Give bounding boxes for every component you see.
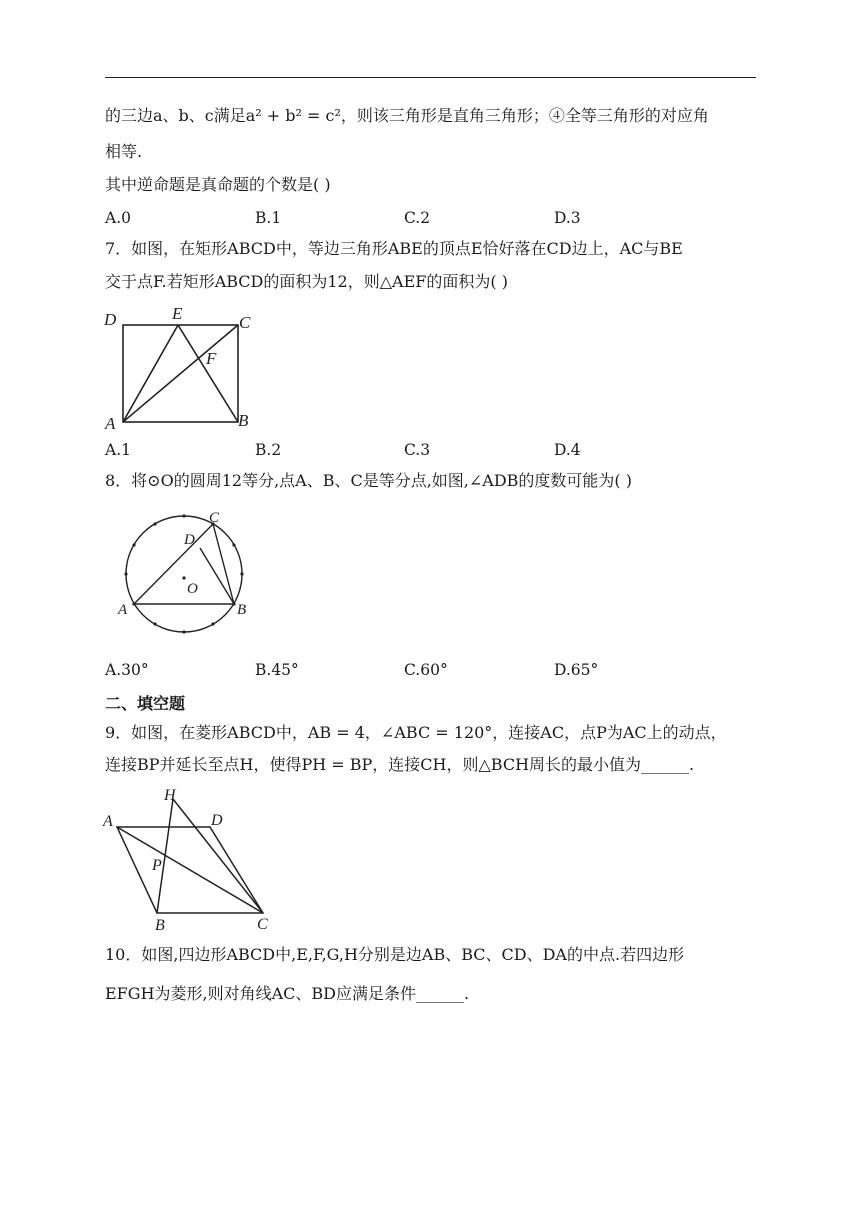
- q7-option-c[interactable]: C.3: [404, 441, 431, 459]
- q7-line1: 7．如图，在矩形ABCD中，等边三角形ABE的顶点E恰好落在CD边上，AC与BE: [105, 239, 683, 258]
- q7-rectangle-figure: [100, 302, 265, 434]
- q7-label-e: E: [172, 304, 183, 323]
- q6-option-b[interactable]: B.1: [255, 209, 282, 227]
- q7-label-c: C: [239, 313, 251, 332]
- q8-label-o: O: [187, 581, 198, 597]
- q7-label-f: F: [206, 349, 217, 368]
- q9-label-c: C: [257, 916, 268, 932]
- q6-line2: 相等.: [105, 142, 143, 161]
- q6-option-a[interactable]: A.0: [105, 209, 131, 227]
- q7-label-a: A: [105, 414, 116, 433]
- q7-line2: 交于点F.若矩形ABCD的面积为12，则△AEF的面积为( ): [105, 272, 508, 291]
- q8-option-b[interactable]: B.45°: [255, 661, 299, 679]
- q7-option-d[interactable]: D.4: [554, 441, 581, 459]
- q7-label-b: B: [238, 411, 249, 430]
- q8-line1: 8．将⊙O的圆周12等分,点A、B、C是等分点,如图,∠ADB的度数可能为( ): [105, 471, 632, 490]
- q8-label-a: A: [118, 602, 128, 618]
- q9-label-b: B: [155, 917, 165, 932]
- q9-label-h: H: [164, 787, 176, 804]
- q9-line2: 连接BP并延长至点H，使得PH = BP，连接CH，则△BCH周长的最小值为______.: [105, 755, 695, 774]
- q8-option-c[interactable]: C.60°: [404, 661, 448, 679]
- header-rule: [105, 77, 756, 78]
- q6-stem: 其中逆命题是真命题的个数是( ): [105, 175, 331, 194]
- q8-label-b: B: [237, 602, 247, 618]
- q9-label-p: P: [152, 857, 162, 874]
- q8-option-a[interactable]: A.30°: [105, 661, 149, 679]
- q8-option-d[interactable]: D.65°: [554, 661, 599, 679]
- q10-line2: EFGH为菱形,则对角线AC、BD应满足条件______.: [105, 984, 470, 1003]
- section-title: 二、填空题: [105, 694, 186, 713]
- q9-rhombus-figure: [100, 784, 280, 932]
- q6-option-c[interactable]: C.2: [404, 209, 431, 227]
- q9-line1: 9．如图，在菱形ABCD中，AB = 4，∠ABC = 120°，连接AC，点P为AC上的动点，: [105, 723, 727, 742]
- q6-option-d[interactable]: D.3: [554, 209, 581, 227]
- q6-line1: 的三边a、b、c满足a² + b² = c²，则该三角形是直角三角形；④全等三角形的对应角: [105, 106, 709, 125]
- q8-circle-figure: [113, 508, 263, 638]
- q8-label-c: C: [209, 510, 220, 526]
- q9-label-a: A: [103, 813, 113, 830]
- q9-label-d: D: [211, 812, 223, 829]
- q7-label-d: D: [104, 310, 117, 329]
- q7-option-b[interactable]: B.2: [255, 441, 282, 459]
- q8-label-d: D: [184, 532, 195, 548]
- q10-line1: 10．如图,四边形ABCD中,E,F,G,H分别是边AB、BC、CD、DA的中点.若四边形: [105, 945, 685, 964]
- q7-option-a[interactable]: A.1: [105, 441, 131, 459]
